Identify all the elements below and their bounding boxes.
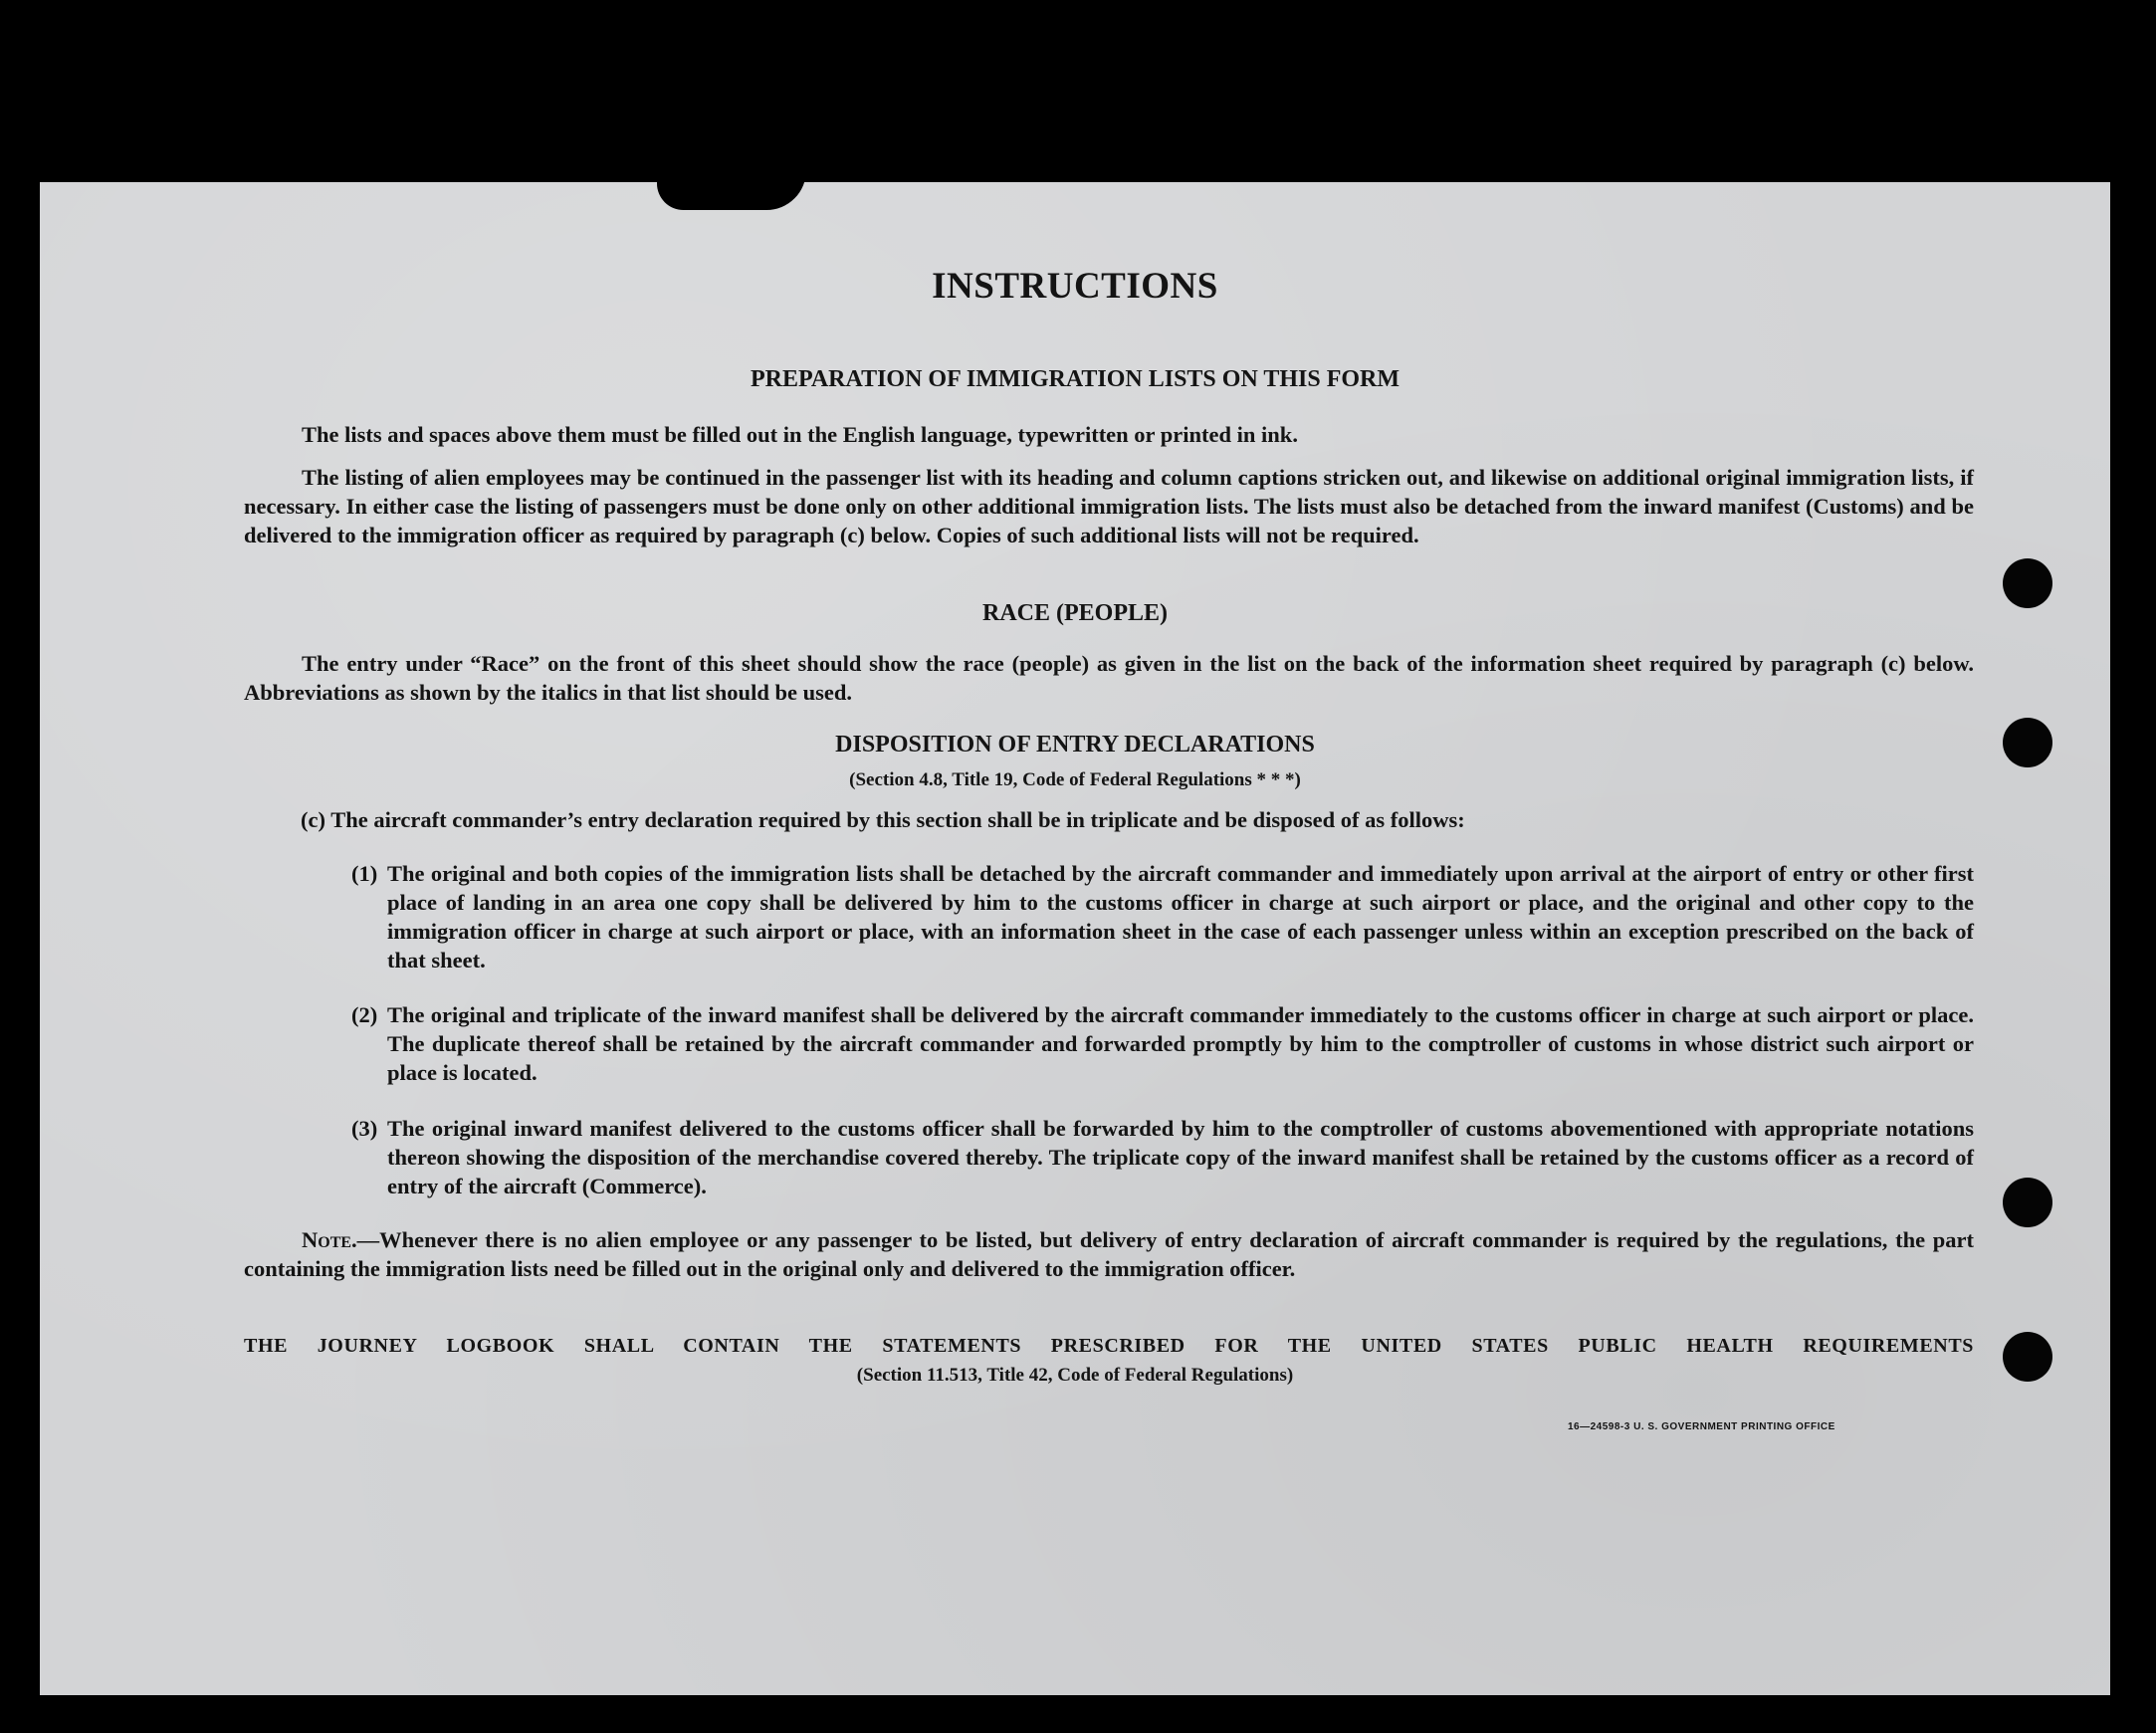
- document-page: [40, 182, 2110, 1695]
- note-paragraph: [244, 1225, 1974, 1283]
- paragraph-race: The entry under “Race” on the front of this sheet should show the race (people) as given in the list on the back of the information sheet required by paragraph (c) below. Abbreviations as shown by the italics in that list should be used.: [244, 651, 1974, 705]
- journey-logbook-statement: THE JOURNEY LOGBOOK SHALL CONTAIN THE STATEMENTS PRESCRIBED FOR THE UNITED STATES PUBLIC HEALTH REQUIREMENTS: [244, 1335, 1974, 1357]
- punch-hole: [2003, 1178, 2052, 1227]
- page-title: INSTRUCTIONS: [932, 266, 1218, 307]
- note-label: Note.: [302, 1227, 357, 1252]
- list-item: [351, 859, 1974, 975]
- punch-hole: [2003, 558, 2052, 608]
- section-heading-preparation: PREPARATION OF IMMIGRATION LISTS ON THIS FORM: [750, 366, 1401, 392]
- note-text: —Whenever there is no alien employee or any passenger to be listed, but delivery of entry declaration of aircraft commander is required by the regulations, the part containing the immigration lists need be filled out in the original only and delivered to the immigration officer.: [244, 1227, 1974, 1281]
- journey-citation: (Section 11.513, Title 42, Code of Federal Regulations): [856, 1365, 1294, 1386]
- section-heading-disposition: DISPOSITION OF ENTRY DECLARATIONS: [835, 732, 1315, 758]
- list-item-number: (1): [351, 861, 378, 886]
- list-item-text: The original and triplicate of the inward manifest shall be delivered by the aircraft commander immediately to the customs officer in charge at such airport or place. The duplicate thereof shall be retained by the aircraft commander and forwarded promptly by him to the comptroller of customs in whose district such airport or place is located.: [387, 1002, 1974, 1085]
- list-item: [351, 1000, 1974, 1087]
- list-item-number: (3): [351, 1116, 378, 1141]
- printing-office-imprint: 16—24598-3 U. S. GOVERNMENT PRINTING OFFICE: [1568, 1421, 1835, 1432]
- paragraph-alien-employees: The listing of alien employees may be continued in the passenger list with its heading and column captions stricken out, and likewise on additional original immigration lists, if necessary. In either case the listing of passengers must be done only on other additional immigration lists. The lists must also be detached from the inward manifest (Customs) and be delivered to the immigration officer as required by paragraph (c) below. Copies of such additional lists will not be required.: [244, 465, 1974, 547]
- list-item-number: (2): [351, 1002, 378, 1027]
- list-item-text: The original and both copies of the immigration lists shall be detached by the aircraft commander and immediately upon arrival at the airport of entry or other first place of landing in an area one copy shall be delivered by him to the customs officer in charge at such airport or place, and the original and other copy to the immigration officer in charge at such airport or place, with an information sheet in the case of each passenger unless within an exception prescribed on the back of that sheet.: [387, 861, 1974, 973]
- punch-hole: [2003, 1332, 2052, 1382]
- list-item-text: The original inward manifest delivered to the customs officer shall be forwarded by him to the comptroller of customs abovementioned with appropriate notations thereon showing the disposition of the merchandise covered thereby. The triplicate copy of the inward manifest shall be retained by the customs officer as a record of entry of the aircraft (Commerce).: [387, 1116, 1974, 1198]
- punch-hole: [2003, 718, 2052, 767]
- torn-edge: [657, 170, 806, 210]
- paragraph-c-intro: (c) The aircraft commander’s entry declaration required by this section shall be in triplicate and be disposed of as follows:: [301, 807, 1465, 832]
- paragraph-lists-language: The lists and spaces above them must be filled out in the English language, typewritten or printed in ink.: [302, 422, 1298, 447]
- list-item: [351, 1114, 1974, 1200]
- section-citation: (Section 4.8, Title 19, Code of Federal Regulations * * *): [849, 769, 1301, 790]
- section-heading-race: RACE (PEOPLE): [982, 600, 1168, 626]
- show-through-mark: [338, 322, 1832, 361]
